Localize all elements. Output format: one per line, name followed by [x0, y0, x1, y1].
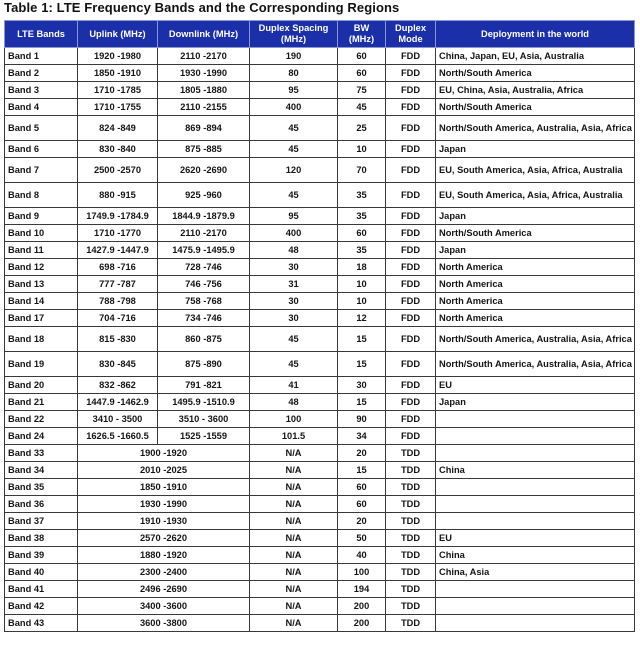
duplex-mode-cell: FDD [386, 183, 436, 208]
bw-cell: 50 [338, 530, 386, 547]
duplex-mode-cell: FDD [386, 259, 436, 276]
deployment-cell: North/South America [436, 225, 635, 242]
table-row [5, 352, 635, 377]
uplink-cell: 1710 -1785 [78, 82, 158, 99]
table-row [5, 496, 635, 513]
band-cell: Band 3 [5, 82, 78, 99]
duplex-spacing-cell: 30 [250, 310, 338, 327]
duplex-spacing-cell: 190 [250, 48, 338, 65]
uplink-cell: 1749.9 -1784.9 [78, 208, 158, 225]
uplink-cell: 1427.9 -1447.9 [78, 242, 158, 259]
header-duplex-spacing: Duplex Spacing (MHz) [250, 21, 338, 48]
table-row [5, 183, 635, 208]
band-cell: Band 4 [5, 99, 78, 116]
duplex-spacing-cell: 48 [250, 394, 338, 411]
bw-cell: 20 [338, 445, 386, 462]
duplex-spacing-cell: 80 [250, 65, 338, 82]
duplex-spacing-cell: N/A [250, 462, 338, 479]
table-title: Table 1: LTE Frequency Bands and the Corresponding Regions [4, 0, 400, 15]
header-bw: BW (MHz) [338, 21, 386, 48]
duplex-mode-cell: FDD [386, 225, 436, 242]
duplex-spacing-cell: 45 [250, 141, 338, 158]
table-row [5, 462, 635, 479]
duplex-mode-cell: FDD [386, 293, 436, 310]
duplex-mode-cell: FDD [386, 327, 436, 352]
uplink-cell: 880 -915 [78, 183, 158, 208]
duplex-mode-cell: TDD [386, 496, 436, 513]
band-cell: Band 9 [5, 208, 78, 225]
uplink-cell: 830 -840 [78, 141, 158, 158]
bw-cell: 60 [338, 225, 386, 242]
frequency-range-cell: 3600 -3800 [78, 615, 250, 632]
uplink-cell: 824 -849 [78, 116, 158, 141]
table-row [5, 116, 635, 141]
downlink-cell: 860 -875 [158, 327, 250, 352]
deployment-cell [436, 513, 635, 530]
downlink-cell: 3510 - 3600 [158, 411, 250, 428]
duplex-mode-cell: TDD [386, 598, 436, 615]
band-cell: Band 34 [5, 462, 78, 479]
duplex-mode-cell: FDD [386, 99, 436, 116]
bw-cell: 10 [338, 141, 386, 158]
duplex-mode-cell: FDD [386, 208, 436, 225]
table-row [5, 445, 635, 462]
table-header-row [5, 21, 635, 48]
duplex-spacing-cell: N/A [250, 530, 338, 547]
duplex-mode-cell: FDD [386, 310, 436, 327]
band-cell: Band 41 [5, 581, 78, 598]
bw-cell: 35 [338, 208, 386, 225]
bw-cell: 34 [338, 428, 386, 445]
duplex-mode-cell: TDD [386, 581, 436, 598]
frequency-range-cell: 1910 -1930 [78, 513, 250, 530]
table-row [5, 259, 635, 276]
frequency-range-cell: 2496 -2690 [78, 581, 250, 598]
duplex-spacing-cell: N/A [250, 581, 338, 598]
deployment-cell: China [436, 547, 635, 564]
band-cell: Band 13 [5, 276, 78, 293]
band-cell: Band 39 [5, 547, 78, 564]
uplink-cell: 704 -716 [78, 310, 158, 327]
deployment-cell: Japan [436, 394, 635, 411]
bw-cell: 30 [338, 377, 386, 394]
downlink-cell: 1475.9 -1495.9 [158, 242, 250, 259]
table-row [5, 141, 635, 158]
table-row [5, 513, 635, 530]
deployment-cell: China, Japan, EU, Asia, Australia [436, 48, 635, 65]
table-row [5, 310, 635, 327]
band-cell: Band 43 [5, 615, 78, 632]
duplex-mode-cell: FDD [386, 141, 436, 158]
table-row [5, 158, 635, 183]
band-cell: Band 2 [5, 65, 78, 82]
deployment-cell: EU, South America, Asia, Africa, Australia [436, 158, 635, 183]
bw-cell: 60 [338, 65, 386, 82]
deployment-cell: China, Asia [436, 564, 635, 581]
duplex-spacing-cell: N/A [250, 615, 338, 632]
header-lte-bands: LTE Bands [5, 21, 78, 48]
band-cell: Band 11 [5, 242, 78, 259]
deployment-cell [436, 428, 635, 445]
bw-cell: 35 [338, 183, 386, 208]
table-row [5, 65, 635, 82]
duplex-mode-cell: FDD [386, 82, 436, 99]
table-row [5, 598, 635, 615]
duplex-mode-cell: FDD [386, 48, 436, 65]
duplex-mode-cell: TDD [386, 513, 436, 530]
duplex-mode-cell: TDD [386, 547, 436, 564]
duplex-spacing-cell: N/A [250, 564, 338, 581]
band-cell: Band 6 [5, 141, 78, 158]
uplink-cell: 830 -845 [78, 352, 158, 377]
deployment-cell: EU, South America, Asia, Africa, Australia [436, 183, 635, 208]
band-cell: Band 14 [5, 293, 78, 310]
duplex-spacing-cell: 45 [250, 352, 338, 377]
downlink-cell: 2110 -2170 [158, 225, 250, 242]
band-cell: Band 10 [5, 225, 78, 242]
uplink-cell: 1920 -1980 [78, 48, 158, 65]
bw-cell: 12 [338, 310, 386, 327]
uplink-cell: 832 -862 [78, 377, 158, 394]
bw-cell: 10 [338, 293, 386, 310]
uplink-cell: 1850 -1910 [78, 65, 158, 82]
deployment-cell [436, 445, 635, 462]
header-downlink: Downlink (MHz) [158, 21, 250, 48]
bw-cell: 15 [338, 352, 386, 377]
downlink-cell: 1844.9 -1879.9 [158, 208, 250, 225]
duplex-mode-cell: FDD [386, 116, 436, 141]
band-cell: Band 1 [5, 48, 78, 65]
band-cell: Band 35 [5, 479, 78, 496]
frequency-range-cell: 1900 -1920 [78, 445, 250, 462]
duplex-mode-cell: FDD [386, 428, 436, 445]
deployment-cell: Japan [436, 242, 635, 259]
table-row [5, 581, 635, 598]
uplink-cell: 698 -716 [78, 259, 158, 276]
downlink-cell: 2620 -2690 [158, 158, 250, 183]
duplex-mode-cell: FDD [386, 276, 436, 293]
duplex-spacing-cell: N/A [250, 479, 338, 496]
table-row [5, 293, 635, 310]
deployment-cell: North/South America, Australia, Asia, Africa [436, 327, 635, 352]
deployment-cell: EU [436, 530, 635, 547]
duplex-spacing-cell: 30 [250, 293, 338, 310]
deployment-cell [436, 411, 635, 428]
band-cell: Band 21 [5, 394, 78, 411]
downlink-cell: 758 -768 [158, 293, 250, 310]
downlink-cell: 734 -746 [158, 310, 250, 327]
deployment-cell [436, 615, 635, 632]
bw-cell: 70 [338, 158, 386, 183]
deployment-cell: EU [436, 377, 635, 394]
table-row [5, 428, 635, 445]
downlink-cell: 1495.9 -1510.9 [158, 394, 250, 411]
table-row [5, 530, 635, 547]
deployment-cell: Japan [436, 208, 635, 225]
deployment-cell: North America [436, 259, 635, 276]
table-row [5, 208, 635, 225]
band-cell: Band 33 [5, 445, 78, 462]
bw-cell: 194 [338, 581, 386, 598]
duplex-mode-cell: TDD [386, 564, 436, 581]
bw-cell: 18 [338, 259, 386, 276]
table-row [5, 411, 635, 428]
table-body [5, 48, 635, 632]
uplink-cell: 3410 - 3500 [78, 411, 158, 428]
duplex-mode-cell: FDD [386, 394, 436, 411]
deployment-cell: North/South America, Australia, Asia, Africa [436, 116, 635, 141]
table-row [5, 615, 635, 632]
duplex-mode-cell: FDD [386, 65, 436, 82]
duplex-spacing-cell: 95 [250, 82, 338, 99]
downlink-cell: 728 -746 [158, 259, 250, 276]
uplink-cell: 2500 -2570 [78, 158, 158, 183]
band-cell: Band 36 [5, 496, 78, 513]
table-row [5, 225, 635, 242]
frequency-range-cell: 1930 -1990 [78, 496, 250, 513]
duplex-mode-cell: TDD [386, 479, 436, 496]
downlink-cell: 869 -894 [158, 116, 250, 141]
bw-cell: 15 [338, 327, 386, 352]
duplex-spacing-cell: 31 [250, 276, 338, 293]
uplink-cell: 1447.9 -1462.9 [78, 394, 158, 411]
duplex-spacing-cell: 101.5 [250, 428, 338, 445]
duplex-mode-cell: FDD [386, 352, 436, 377]
deployment-cell: Japan [436, 141, 635, 158]
duplex-spacing-cell: N/A [250, 513, 338, 530]
deployment-cell: North/South America [436, 99, 635, 116]
table-row [5, 82, 635, 99]
frequency-range-cell: 3400 -3600 [78, 598, 250, 615]
deployment-cell [436, 598, 635, 615]
downlink-cell: 925 -960 [158, 183, 250, 208]
table-row [5, 276, 635, 293]
downlink-cell: 2110 -2155 [158, 99, 250, 116]
downlink-cell: 1805 -1880 [158, 82, 250, 99]
deployment-cell: North America [436, 310, 635, 327]
duplex-spacing-cell: 45 [250, 183, 338, 208]
band-cell: Band 42 [5, 598, 78, 615]
bw-cell: 90 [338, 411, 386, 428]
downlink-cell: 1930 -1990 [158, 65, 250, 82]
deployment-cell: North America [436, 293, 635, 310]
table-row [5, 377, 635, 394]
frequency-range-cell: 1880 -1920 [78, 547, 250, 564]
bw-cell: 15 [338, 462, 386, 479]
duplex-mode-cell: TDD [386, 530, 436, 547]
bw-cell: 60 [338, 48, 386, 65]
bw-cell: 20 [338, 513, 386, 530]
uplink-cell: 1626.5 -1660.5 [78, 428, 158, 445]
band-cell: Band 20 [5, 377, 78, 394]
band-cell: Band 18 [5, 327, 78, 352]
duplex-mode-cell: TDD [386, 462, 436, 479]
table-row [5, 564, 635, 581]
band-cell: Band 22 [5, 411, 78, 428]
band-cell: Band 19 [5, 352, 78, 377]
downlink-cell: 2110 -2170 [158, 48, 250, 65]
uplink-cell: 1710 -1770 [78, 225, 158, 242]
duplex-spacing-cell: 120 [250, 158, 338, 183]
bw-cell: 25 [338, 116, 386, 141]
deployment-cell [436, 581, 635, 598]
frequency-range-cell: 2300 -2400 [78, 564, 250, 581]
downlink-cell: 746 -756 [158, 276, 250, 293]
frequency-range-cell: 2010 -2025 [78, 462, 250, 479]
duplex-spacing-cell: 45 [250, 116, 338, 141]
deployment-cell: North/South America [436, 65, 635, 82]
deployment-cell [436, 479, 635, 496]
downlink-cell: 875 -885 [158, 141, 250, 158]
band-cell: Band 37 [5, 513, 78, 530]
duplex-spacing-cell: 100 [250, 411, 338, 428]
uplink-cell: 777 -787 [78, 276, 158, 293]
band-cell: Band 5 [5, 116, 78, 141]
duplex-mode-cell: TDD [386, 615, 436, 632]
bw-cell: 200 [338, 598, 386, 615]
frequency-range-cell: 2570 -2620 [78, 530, 250, 547]
duplex-spacing-cell: 30 [250, 259, 338, 276]
deployment-cell: North America [436, 276, 635, 293]
bw-cell: 40 [338, 547, 386, 564]
lte-bands-table [4, 20, 635, 632]
deployment-cell: China [436, 462, 635, 479]
header-duplex-mode: Duplex Mode [386, 21, 436, 48]
band-cell: Band 17 [5, 310, 78, 327]
table-row [5, 394, 635, 411]
duplex-spacing-cell: N/A [250, 598, 338, 615]
header-deployment: Deployment in the world [436, 21, 635, 48]
table-row [5, 99, 635, 116]
deployment-cell [436, 496, 635, 513]
uplink-cell: 788 -798 [78, 293, 158, 310]
band-cell: Band 24 [5, 428, 78, 445]
table-row [5, 479, 635, 496]
downlink-cell: 875 -890 [158, 352, 250, 377]
duplex-spacing-cell: 45 [250, 327, 338, 352]
duplex-spacing-cell: N/A [250, 445, 338, 462]
bw-cell: 60 [338, 496, 386, 513]
bw-cell: 60 [338, 479, 386, 496]
band-cell: Band 12 [5, 259, 78, 276]
downlink-cell: 1525 -1559 [158, 428, 250, 445]
uplink-cell: 815 -830 [78, 327, 158, 352]
duplex-mode-cell: TDD [386, 445, 436, 462]
duplex-spacing-cell: 48 [250, 242, 338, 259]
deployment-cell: EU, China, Asia, Australia, Africa [436, 82, 635, 99]
duplex-mode-cell: FDD [386, 158, 436, 183]
duplex-spacing-cell: 400 [250, 99, 338, 116]
duplex-spacing-cell: N/A [250, 496, 338, 513]
table-row [5, 327, 635, 352]
table-row [5, 242, 635, 259]
bw-cell: 200 [338, 615, 386, 632]
duplex-mode-cell: FDD [386, 411, 436, 428]
uplink-cell: 1710 -1755 [78, 99, 158, 116]
bw-cell: 45 [338, 99, 386, 116]
duplex-mode-cell: FDD [386, 377, 436, 394]
band-cell: Band 38 [5, 530, 78, 547]
table-row [5, 547, 635, 564]
deployment-cell: North/South America, Australia, Asia, Africa [436, 352, 635, 377]
duplex-mode-cell: FDD [386, 242, 436, 259]
bw-cell: 15 [338, 394, 386, 411]
duplex-spacing-cell: 41 [250, 377, 338, 394]
duplex-spacing-cell: 95 [250, 208, 338, 225]
band-cell: Band 7 [5, 158, 78, 183]
bw-cell: 35 [338, 242, 386, 259]
bw-cell: 100 [338, 564, 386, 581]
bw-cell: 10 [338, 276, 386, 293]
header-uplink: Uplink (MHz) [78, 21, 158, 48]
duplex-spacing-cell: 400 [250, 225, 338, 242]
bw-cell: 75 [338, 82, 386, 99]
band-cell: Band 40 [5, 564, 78, 581]
downlink-cell: 791 -821 [158, 377, 250, 394]
table-row [5, 48, 635, 65]
band-cell: Band 8 [5, 183, 78, 208]
duplex-spacing-cell: N/A [250, 547, 338, 564]
frequency-range-cell: 1850 -1910 [78, 479, 250, 496]
